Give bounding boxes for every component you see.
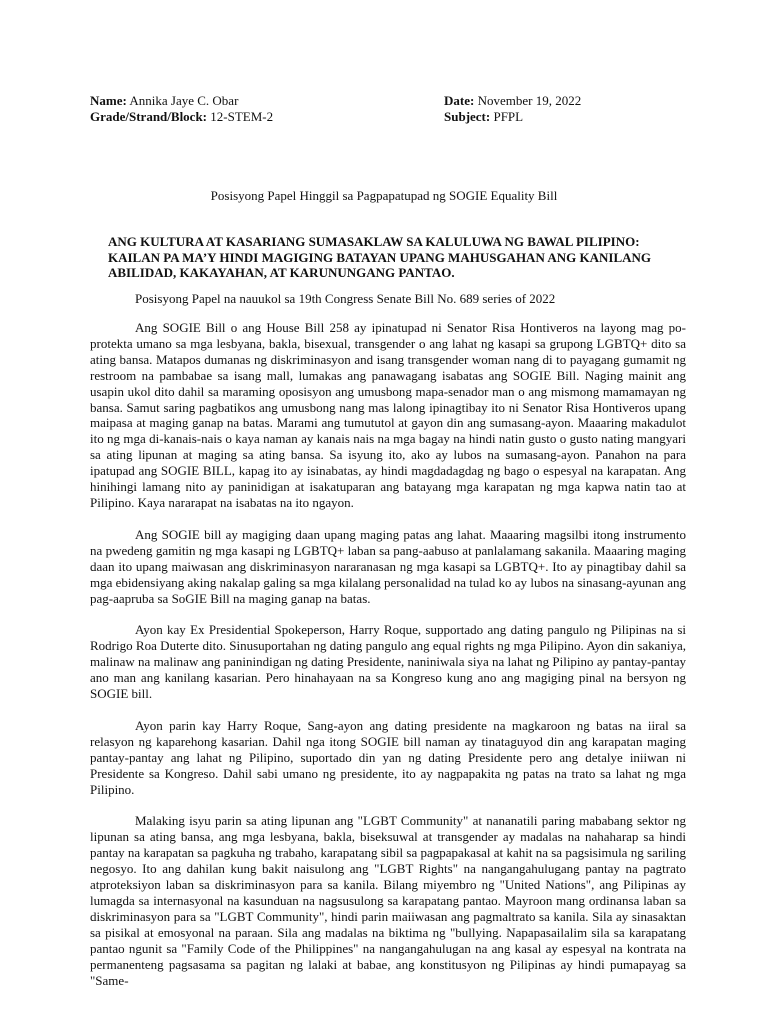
subject-label: Subject: xyxy=(444,108,491,124)
student-info xyxy=(90,93,273,125)
date-label: Date: xyxy=(444,93,475,108)
subject-line xyxy=(444,109,581,125)
paragraph-2: Ang SOGIE bill ay magiging daan upang maging patas ang lahat. Maaaring magsilbi itong instrumento na pwedeng gamitin ng mga kasapi ng LGBTQ+ laban sa pang-aabuso at panlalamang sakanila. Maaaring maging daan ito upang maiwasan ang diskriminasyon nararanasan ng mga kasapi sa LGBTQ+. Ito ay pinagtibay dahil sa mga ebidensiyang aking nakalap galing sa mga kilalang personalidad na tulad ko ay lubos na sinasang-ayunan ang pag-aapruba sa SoGIE Bill na maging ganap na batas. xyxy=(90,526,686,606)
name-label: Name: xyxy=(90,93,127,108)
date-line xyxy=(444,93,581,109)
grade-label: Grade/Strand/Block: xyxy=(90,108,208,124)
date-value: November 19, 2022 xyxy=(477,93,582,108)
paragraph-4: Ayon parin kay Harry Roque, Sang-ayon ang dating presidente na magkaroon ng batas na iiral sa relasyon ng kaparehong kasarian. Dahil nga itong SOGIE bill naman ay tinataguyod din ang karapatan maging pantay-pantay ang lahat ng Pilipino, suportado din yan ng dating Presidente pero ang detalye iniiwan ni Presidente sa Kongreso. Dahil sabi umano ng presidente, ito ay nagpapakita ng patas na trato sa lahat ng mga Pilipino. xyxy=(90,717,686,797)
document-subtitle: Posisyong Papel Hinggil sa Pagpapatupad ng SOGIE Equality Bill xyxy=(210,188,558,203)
name-line xyxy=(90,93,273,109)
document-heading: ANG KULTURA AT KASARIANG SUMASAKLAW SA KALULUWA NG BAWAL PILIPINO: KAILAN PA MA’Y HINDI MAGIGING BATAYAN UPANG MAHUSGAHAN ANG KANILANG ABILIDAD, KAKAYAHAN, AT KARUNUNGANG PANTAO. xyxy=(108,234,652,281)
name-value: Annika Jaye C. Obar xyxy=(129,93,239,108)
paragraph-5: Malaking isyu parin sa ating lipunan ang "LGBT Community" at nananatili paring mababang sektor ng lipunan sa ating bansa, ang mga lesbyana, bakla, biseksuwal at transgender ay madalas na nahaharap sa hindi pantay na karapatan sa pagkuha ng trabaho, karapatang sibil sa pagpapakasal at kahit na sa pagsisimula ng sariling negosyo. Ito ang dahilan kung bakit naisulong ang "LGBT Rights" na nangangahulugang pantay na pagtrato atproteksiyon laban sa diskriminasyon para sa kanila. Bilang miyembro ng "United Nations", ang Pilipinas ay lumagda sa internasyonal na kasunduan na nagsusulong sa karapatang pantao. Mayroon mang ordinansa laban sa diskriminasyon para sa "LGBT Community", hindi parin maiiwasan ang pagmaltrato sa kanila. Sila ay sinasaktan sa pisikal at emosyonal na paraan. Sila ang madalas na biktima ng "bullying. Napapasailalim sila sa karapatang pantao ngunit sa "Family Code of the Philippines" na nangangahulugan na ang kasal ay espesyal na kontrata na permanenteng pagsasama sa pagitan ng lalaki at babae, ang konstitusyon ng Pilipinas ay hindi pumapayag sa "Same- xyxy=(90,813,686,988)
date-subject-info xyxy=(444,93,581,125)
subject-value: PFPL xyxy=(493,108,524,124)
grade-line xyxy=(90,109,273,125)
intro-line: Posisyong Papel na nauukol sa 19th Congress Senate Bill No. 689 series of 2022 xyxy=(135,291,556,306)
paragraph-1: Ang SOGIE Bill o ang House Bill 258 ay ipinatupad ni Senator Risa Hontiveros na layong mag po-protekta umano sa mga lesbyana, bakla, bisexual, transgender o ang lahat ng kasapi sa grupong LGBTQ+ dito sa ating bansa. Matapos dumanas ng diskriminasyon and isang transgender woman nang di to payagang gumamit ng restroom na pambabae sa isang mall, lumakas ang panawagang isabatas ang SOGIE Bill. Naging mainit ang usapin ukol dito dahil sa maraming oposisyon ang umusbong mapa-senador man o ang mismong mamamayan ng bansa. Samut saring pagbatikos ang umusbong nang mas lalong ipinagtibay ito ni Senator Risa Hontiveros upang maipasa at maging ganap na batas. Marami ang tumututol at gayon din ang sumasang-ayon. Maaaring makadulot ito ng mga di-kanais-nais o kaya naman ay kanais nais na mga bagay na hindi natin gusto o gusto nating mangyari sa ating lipunan at maging sa ating bansa. Sa isyung ito, ako ay lubos na sumasang-ayon. Panahon na para ipatupad ang SOGIE BILL, kapag ito ay isinabatas, ay hindi magdadagdag ng bago o espesyal na karapatan. Ang hinihingi lamang nito ay paninidigan at isakatuparan ang batayang mga karapatan ng mga kapwa natin tao at Pilipino. Kaya nararapat na isabatas na ito ngayon. xyxy=(90,320,686,510)
grade-value: 12-STEM-2 xyxy=(210,108,274,124)
paragraph-3: Ayon kay Ex Presidential Spokeperson, Harry Roque, supportado ang dating pangulo ng Pilipinas na si Rodrigo Roa Duterte dito. Sinusuportahan ng dating pangulo ang equal rights ng mga Pilipino. Ayon din sakaniya, malinaw na malinaw ang paninindigan ng dating Presidente, naniniwala siya na lahat ng Pilipino ay pantay-pantay ano man ang kanilang kasarian. Pero hinahayaan na sa Kongreso kung ano ang magiging pinal na bersyon ng SOGIE bill. xyxy=(90,622,686,702)
body-text xyxy=(90,320,686,1004)
